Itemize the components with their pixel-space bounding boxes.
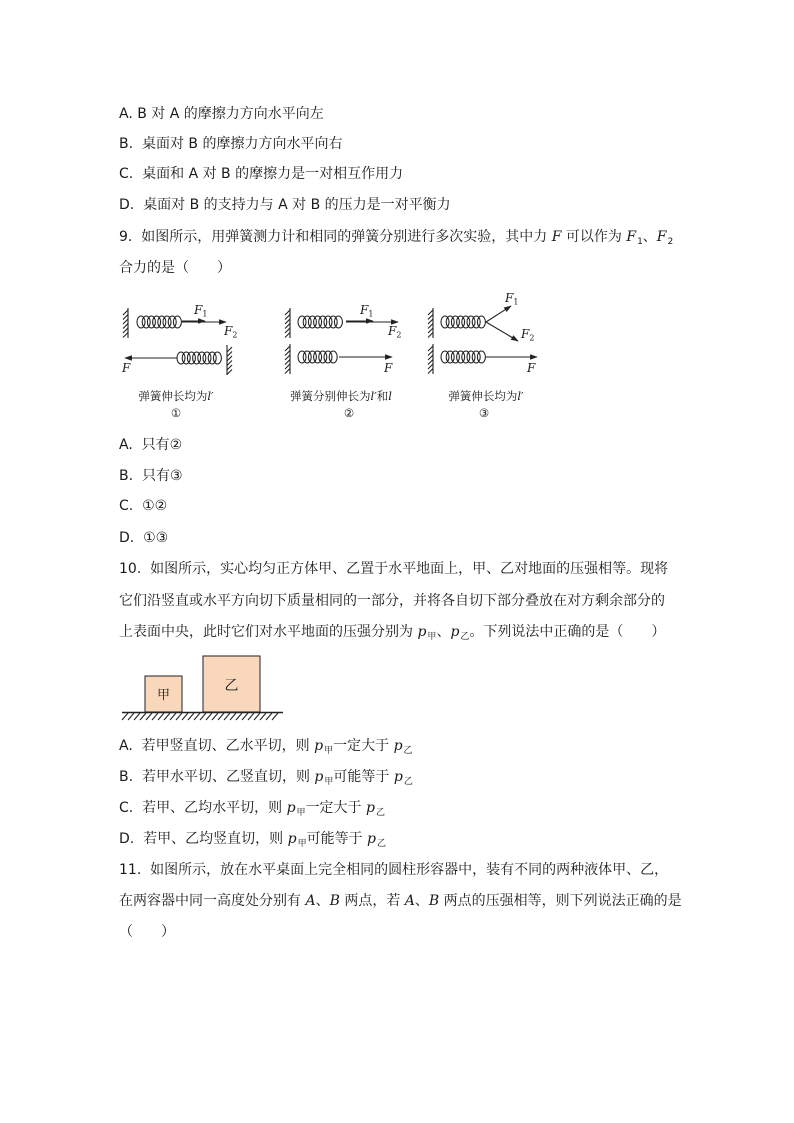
q10-stem-line-1: 10. 如图所示，实心均匀正方体甲、乙置于水平地面上，甲、乙对地面的压强相等。现将 (119, 561, 669, 577)
caption-1: 弹簧伸长均为l′ (138, 389, 214, 403)
wall-hatched (285, 308, 290, 338)
wall-hatched (428, 308, 433, 338)
pressure-symbol: p (393, 769, 403, 785)
q11-stem-text: 两点的压强相等，则下列说法正确的是 (439, 893, 682, 909)
q11-stem-text: 两点，若 (339, 893, 405, 909)
option-text: 一定大于 (305, 800, 367, 816)
q11-stem-line-2 (119, 892, 682, 910)
q9-stem-text: 9. 如图所示，用弹簧测力计和相同的弹簧分别进行多次实验，其中力 (119, 229, 552, 245)
q10-stem-text: 上表面中央，此时它们对水平地面的压强分别为 (119, 624, 418, 640)
cubes-diagram (115, 650, 290, 725)
pressure-symbol: p (366, 800, 375, 816)
subscript: 甲 (324, 777, 334, 786)
subscript: 甲 (427, 632, 437, 641)
subscript: 甲 (296, 808, 306, 817)
panel-number-2: ② (343, 406, 355, 420)
spring-diagram (110, 285, 550, 425)
pressure-symbol: p (367, 831, 376, 847)
caption-3: 弹簧伸长均为l′ (448, 389, 524, 403)
pressure-symbol: p (287, 831, 297, 847)
label-f2: $F_2$ (388, 324, 402, 340)
label-f: F (384, 361, 393, 375)
ground-hatching (122, 713, 278, 720)
cube-yi-label: 乙 (224, 678, 239, 694)
pressure-symbol: p (417, 624, 427, 640)
option-text: 可能等于 (333, 769, 394, 785)
subscript: 甲 (297, 839, 307, 848)
spring-coils (441, 316, 485, 328)
q9-option-a: A. 只有② (119, 437, 183, 453)
point-label: B (329, 893, 340, 909)
q10-option-b (119, 768, 413, 786)
label-f1: $F_1$ (194, 303, 208, 319)
label-f1: $F_1$ (360, 303, 374, 319)
spring-coils (298, 316, 342, 328)
option-text: C. 若甲、乙均水平切，则 (119, 800, 287, 816)
panel-2 (285, 303, 401, 420)
option-text: B. 若甲水平切、乙竖直切，则 (119, 769, 315, 785)
pressure-symbol: p (393, 738, 403, 754)
subscript: 2 (667, 237, 674, 246)
q10-stem-text: 、 (436, 624, 451, 640)
option-text: 可能等于 (306, 831, 368, 847)
caption-2: 弹簧分别伸长为l′和l (290, 389, 392, 403)
option-text: D. 若甲、乙均竖直切，则 (119, 831, 288, 847)
q8-option-a: A. B 对 A 的摩擦力方向水平向左 (119, 106, 324, 122)
subscript: 1 (637, 237, 643, 246)
force-arrow-f1 (486, 306, 511, 322)
q11-stem-text: 、 (414, 893, 429, 909)
label-f: F (527, 361, 536, 375)
label-f: F (122, 361, 131, 375)
point-label: A (404, 893, 415, 909)
q8-option-d: D. 桌面对 B 的支持力与 A 对 B 的压力是一对平衡力 (119, 197, 451, 213)
q9-option-b: B. 只有③ (119, 468, 183, 484)
q10-stem-line-2: 它们沿竖直或水平方向切下质量相同的一部分，并将各自切下部分叠放在对方剩余部分的 (119, 593, 665, 609)
cube-jia-label: 甲 (156, 688, 171, 703)
spring-coils (298, 351, 337, 363)
q10-option-c (119, 799, 385, 817)
panel-number-1: ① (170, 406, 182, 420)
q8-option-c: C. 桌面和 A 对 B 的摩擦力是一对相互作用力 (119, 166, 404, 182)
q9-stem-line-1 (119, 228, 673, 246)
q10-option-d (119, 830, 386, 848)
option-text: 一定大于 (333, 738, 394, 754)
spring-coils (177, 352, 221, 364)
subscript: 乙 (403, 777, 413, 786)
wall-hatched (285, 344, 290, 374)
q11-stem-text: 在两容器中同一高度处分别有 (119, 893, 306, 909)
point-label: A (305, 893, 316, 909)
label-f2: $F_2$ (224, 324, 238, 340)
label-f2: $F_2$ (521, 327, 535, 343)
option-text: A. 若甲竖直切、乙水平切，则 (119, 738, 315, 754)
subscript: 乙 (377, 839, 387, 848)
q9-option-d: D. ①③ (119, 530, 169, 546)
q9-stem-text: 、 (642, 229, 657, 245)
wall-hatched (428, 344, 433, 374)
panel-3 (428, 291, 537, 420)
force-symbol: F (626, 229, 637, 245)
q11-stem-line-1: 11. 如图所示，放在水平桌面上完全相同的圆柱形容器中，装有不同的两种液体甲、乙， (119, 862, 669, 878)
q11-stem-text: 、 (315, 893, 330, 909)
force-arrow-f2 (486, 322, 518, 341)
force-symbol: F (656, 229, 667, 245)
panel-1 (121, 303, 237, 420)
spring-coils (441, 351, 485, 363)
label-f1: $F_1$ (505, 291, 519, 307)
point-label: B (428, 893, 440, 909)
force-symbol: F (551, 229, 562, 245)
q10-option-a (119, 737, 413, 755)
pressure-symbol: p (314, 738, 324, 754)
panel-number-3: ③ (478, 406, 490, 420)
spring-coils (137, 316, 181, 328)
subscript: 乙 (460, 632, 470, 641)
q10-stem-text: 。下列说法中正确的是（ ） (469, 624, 666, 640)
subscript: 甲 (324, 746, 334, 755)
q10-stem-line-3 (119, 623, 665, 641)
q8-option-b: B. 桌面对 B 的摩擦力方向水平向右 (119, 136, 343, 152)
wall-hatched (227, 345, 232, 375)
wall-hatched (123, 308, 128, 338)
q9-stem-line-2: 合力的是（ ） (119, 260, 231, 276)
subscript: 乙 (403, 746, 413, 755)
q9-option-c: C. ①② (119, 498, 168, 514)
pressure-symbol: p (450, 624, 460, 640)
subscript: 乙 (375, 808, 385, 817)
pressure-symbol: p (314, 769, 324, 785)
pressure-symbol: p (286, 800, 296, 816)
q11-stem-line-3: （ ） (119, 924, 175, 940)
q9-stem-text: 可以作为 (561, 229, 627, 245)
